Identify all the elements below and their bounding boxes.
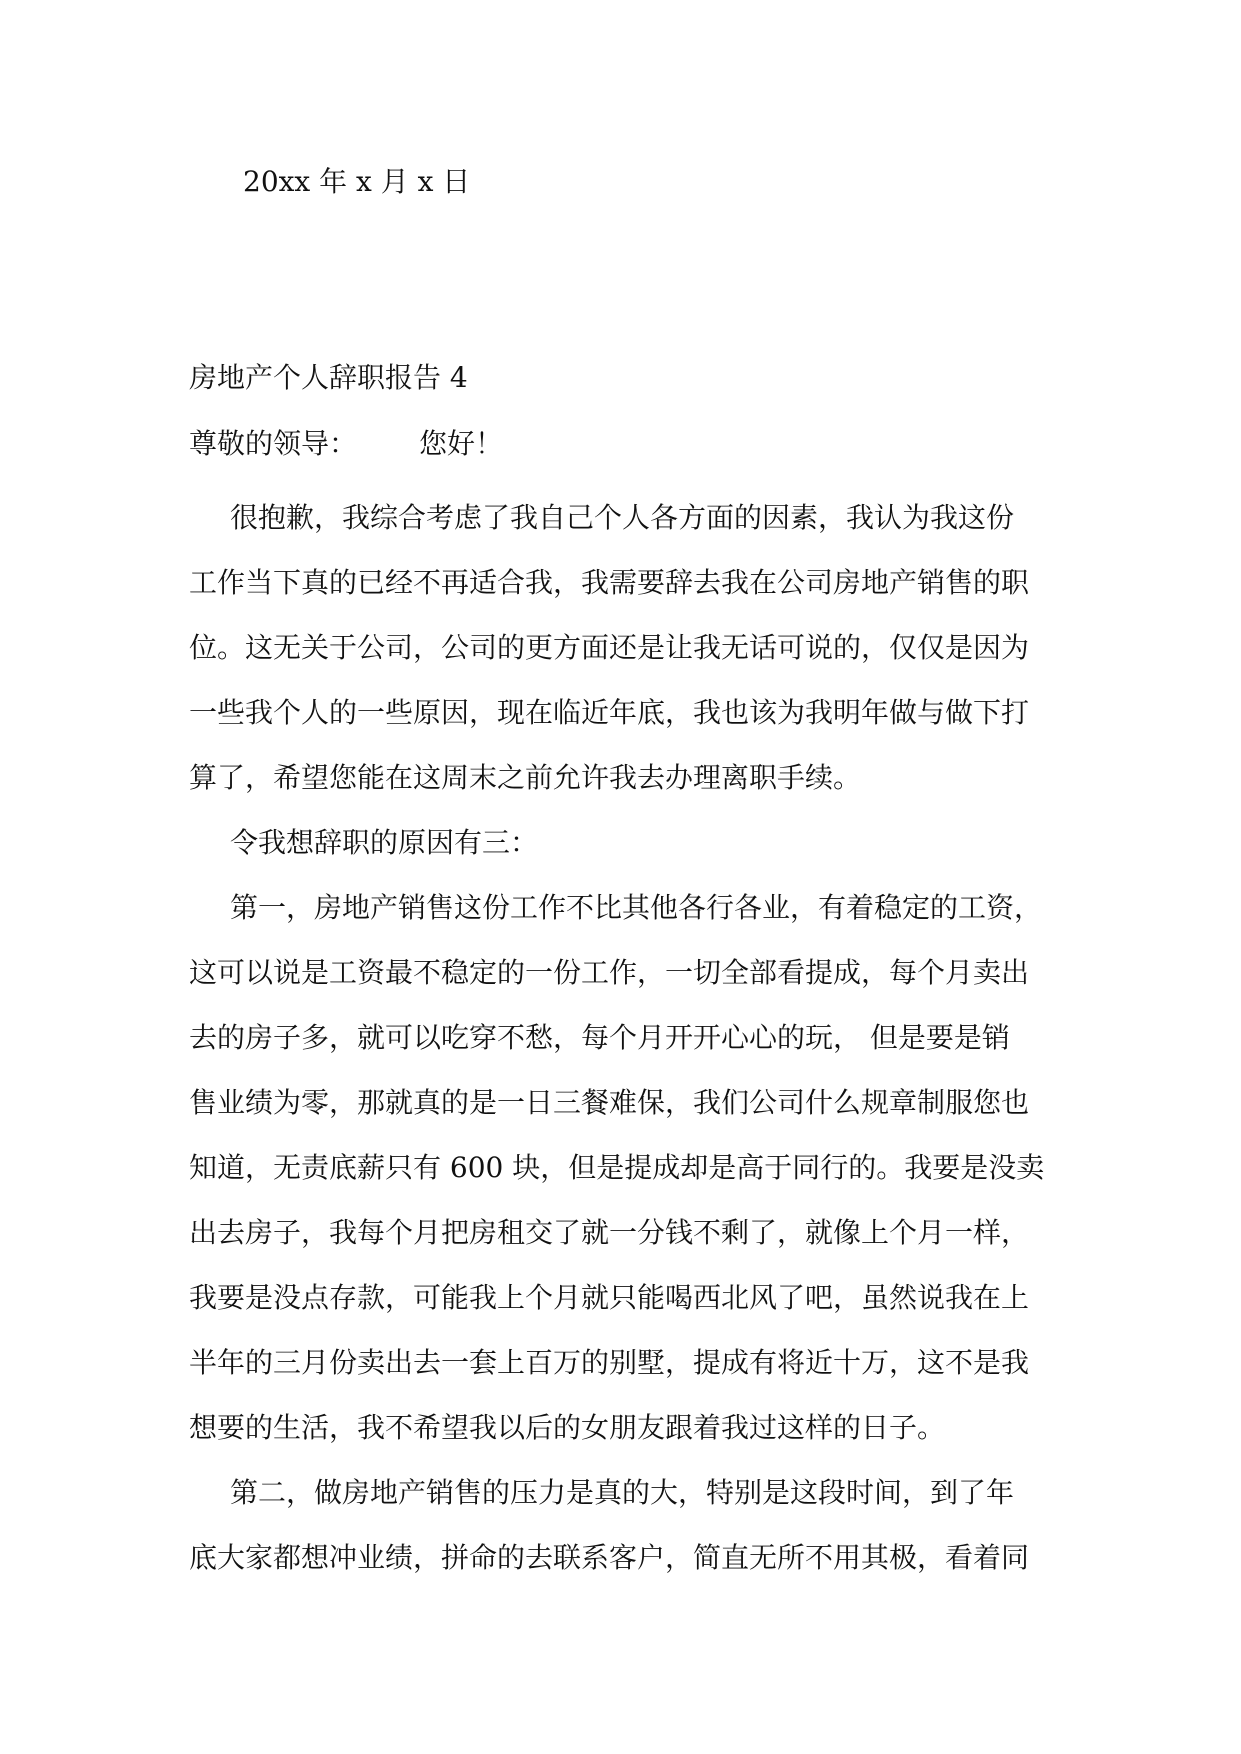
text-line: 知道，无责底薪只有 600 块，但是提成却是高于同行的。我要是没卖 <box>189 1151 1045 1184</box>
text-line: 去的房子多，就可以吃穿不愁，每个月开开心心的玩， 但是要是销 <box>189 1021 1010 1054</box>
salutation: 尊敬的领导： <box>189 427 358 460</box>
letter-body <box>189 485 1059 1590</box>
text-line: 底大家都想冲业绩，拼命的去联系客户，简直无所不用其极，看着同 <box>189 1541 1030 1574</box>
text-line: 工作当下真的已经不再适合我，我需要辞去我在公司房地产销售的职 <box>189 566 1030 599</box>
text-line: 第一，房地产销售这份工作不比其他各行各业，有着稳定的工资， <box>230 891 1043 924</box>
text-line: 我要是没点存款，可能我上个月就只能喝西北风了吧，虽然说我在上 <box>189 1281 1030 1314</box>
body-paragraph <box>189 810 1059 875</box>
text-line: 这可以说是工资最不稳定的一份工作，一切全部看提成，每个月卖出 <box>189 956 1030 989</box>
text-line: 位。这无关于公司，公司的更方面还是让我无话可说的，仅仅是因为 <box>189 631 1030 664</box>
text-line: 很抱歉，我综合考虑了我自己个人各方面的因素，我认为我这份 <box>230 501 1015 534</box>
text-line: 半年的三月份卖出去一套上百万的别墅，提成有将近十万，这不是我 <box>189 1346 1030 1379</box>
document-title: 房地产个人辞职报告 4 <box>189 361 468 394</box>
text-line: 令我想辞职的原因有三： <box>230 826 539 859</box>
greeting-line <box>189 424 503 464</box>
date-line: 20xx 年 x 月 x 日 <box>243 165 471 198</box>
hello-text: 您好！ <box>419 427 504 460</box>
text-line: 售业绩为零，那就真的是一日三餐难保，我们公司什么规章制服您也 <box>189 1086 1030 1119</box>
text-line: 想要的生活，我不希望我以后的女朋友跟着我过这样的日子。 <box>189 1411 946 1444</box>
body-paragraph <box>189 1460 1059 1590</box>
text-line: 出去房子，我每个月把房租交了就一分钱不剩了，就像上个月一样， <box>189 1216 1030 1249</box>
body-paragraph <box>189 875 1059 1460</box>
text-line: 一些我个人的一些原因，现在临近年底，我也该为我明年做与做下打 <box>189 696 1030 729</box>
text-line: 算了，希望您能在这周末之前允许我去办理离职手续。 <box>189 761 862 794</box>
body-paragraph <box>189 485 1059 810</box>
text-line: 第二，做房地产销售的压力是真的大，特别是这段时间，到了年 <box>230 1476 1015 1509</box>
